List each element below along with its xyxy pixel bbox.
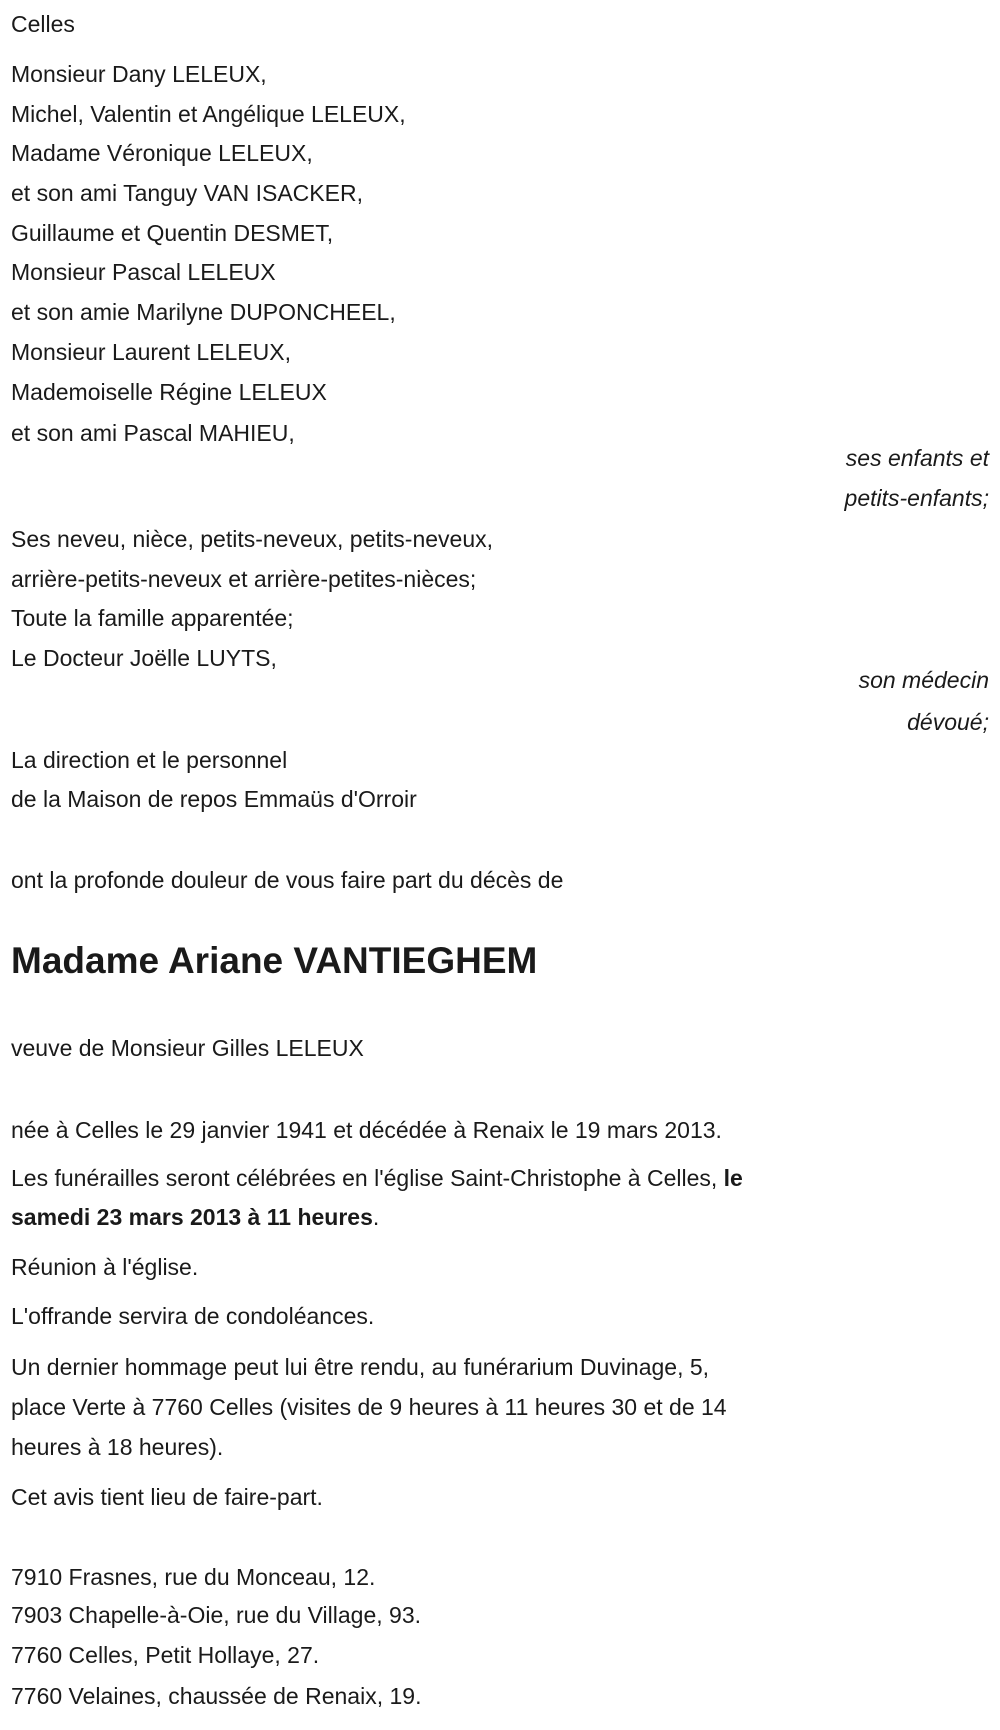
family-role: petits-enfants; [844,485,989,511]
place: Celles [11,11,75,37]
announcement: ont la profonde douleur de vous faire part du décès de [11,867,564,893]
family-line: et son ami Pascal MAHIEU, [11,420,295,446]
funeral-date: samedi 23 mars 2013 à 11 heures [11,1204,373,1230]
doctor-role: son médecin [858,667,989,693]
funeral-line-1 [11,1164,743,1192]
funeral-end: . [372,1204,380,1230]
relatives-line: Ses neveu, nièce, petits-neveux, petits-neveux, [11,526,494,552]
family-role: ses enfants et [845,445,989,471]
meeting: Réunion à l'église. [11,1254,199,1280]
family-line: Monsieur Pascal LELEUX [11,259,276,285]
family-line: Madame Véronique LELEUX, [11,140,313,166]
family-line: Monsieur Dany LELEUX, [11,61,267,87]
staff-line: La direction et le personnel [11,747,288,773]
homage-line: heures à 18 heures). [11,1434,224,1460]
funeral-line-2 [11,1203,379,1231]
deceased-name: Madame Ariane VANTIEGHEM [11,940,538,981]
homage-line: Un dernier hommage peut lui être rendu, au funérarium Duvinage, 5, [11,1354,710,1380]
address: 7760 Velaines, chaussée de Renaix, 19. [11,1683,422,1709]
homage-line: place Verte à 7760 Celles (visites de 9 heures à 11 heures 30 et de 14 [11,1394,727,1420]
relatives-line: Toute la famille apparentée; [11,605,294,631]
notice: Cet avis tient lieu de faire-part. [11,1484,323,1510]
staff-line: de la Maison de repos Emmaüs d'Orroir [11,786,417,812]
funeral-text: Les funérailles seront célébrées en l'église Saint-Christophe à Celles, [11,1165,724,1191]
family-line: et son ami Tanguy VAN ISACKER, [11,180,363,206]
widow-of: veuve de Monsieur Gilles LELEUX [11,1035,364,1061]
address: 7760 Celles, Petit Hollaye, 27. [11,1642,320,1668]
family-line: et son amie Marilyne DUPONCHEEL, [11,299,396,325]
relatives-line: Le Docteur Joëlle LUYTS, [11,645,277,671]
family-line: Guillaume et Quentin DESMET, [11,220,334,246]
family-line: Mademoiselle Régine LELEUX [11,379,327,405]
funeral-date-start: le [723,1165,743,1191]
doctor-role: dévoué; [907,709,989,735]
offering: L'offrande servira de condoléances. [11,1303,375,1329]
address: 7903 Chapelle-à-Oie, rue du Village, 93. [11,1602,422,1628]
address: 7910 Frasnes, rue du Monceau, 12. [11,1564,376,1590]
family-line: Michel, Valentin et Angélique LELEUX, [11,101,406,127]
relatives-line: arrière-petits-neveux et arrière-petites-nièces; [11,566,477,592]
family-line: Monsieur Laurent LELEUX, [11,339,291,365]
birth-death: née à Celles le 29 janvier 1941 et décédée à Renaix le 19 mars 2013. [11,1117,722,1143]
